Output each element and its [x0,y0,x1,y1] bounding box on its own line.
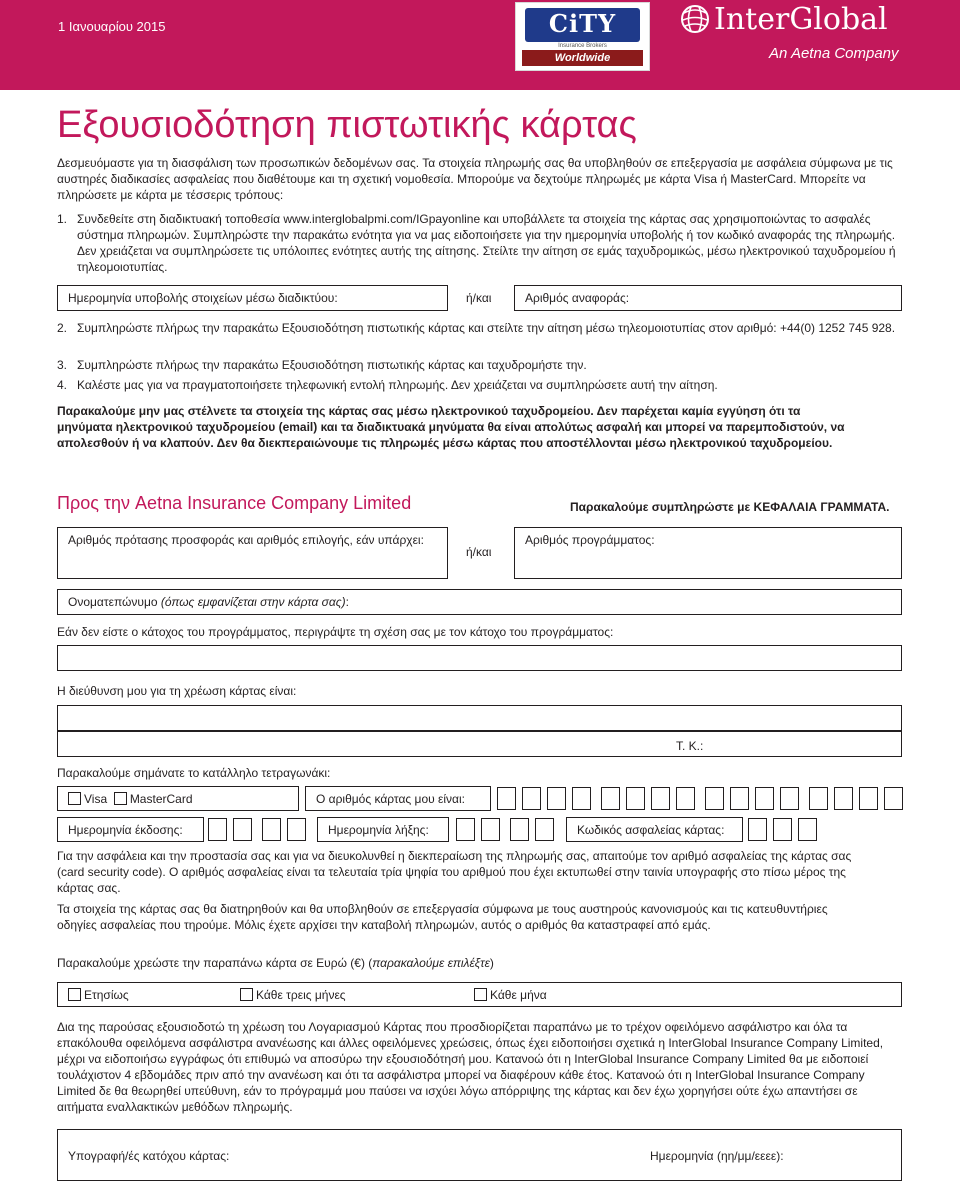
online-submission-date-label: Ημερομηνία υποβολής στοιχείων μέσω διαδικτύου: [68,291,338,305]
proposal-number-field[interactable] [57,527,448,579]
card-number-digit-cell[interactable] [780,787,799,810]
issue-date-digit-cell[interactable] [208,818,227,841]
card-type-field [57,786,299,811]
mastercard-label: MasterCard [129,792,193,806]
quarterly-label: Κάθε τρεις μήνες [256,988,346,1002]
expiry-date-digit-cell[interactable] [535,818,554,841]
document-date: 1 Ιανουαρίου 2015 [58,19,166,34]
card-number-digit-cell[interactable] [705,787,724,810]
header-bar [0,0,960,90]
annual-checkbox[interactable] [68,988,81,1001]
reference-number-label: Αριθμός αναφοράς: [525,291,630,305]
interglobal-logo [680,3,902,41]
security-code-digit-cell[interactable] [773,818,792,841]
issue-date-digit-cell[interactable] [287,818,306,841]
step-3-number: 3. [57,358,68,372]
monthly-option [474,987,547,1004]
card-number-digit-cell[interactable] [834,787,853,810]
step-1-number: 1. [57,212,68,226]
annual-option [68,987,129,1004]
tick-instruction: Παρακαλούμε σημάνατε το κατάλληλο τετραγωνάκι: [57,766,331,780]
city-insurance-logo [515,2,650,71]
step-1 [57,211,917,275]
signature-date-label: Ημερομηνία (ηη/μμ/εεεε): [650,1149,784,1163]
card-number-digit-cell[interactable] [676,787,695,810]
cardholder-name-hint: (όπως εμφανίζεται στην κάρτα σας) [160,595,346,609]
interglobal-name: InterGlobal [714,2,888,37]
card-number-digit-cell[interactable] [809,787,828,810]
quarterly-checkbox[interactable] [240,988,253,1001]
card-number-digit-cell[interactable] [601,787,620,810]
cardholder-name-field[interactable] [57,589,902,615]
card-number-digit-cell[interactable] [522,787,541,810]
recipient-heading: Προς την Aetna Insurance Company Limited [57,493,412,513]
billing-address-line-1[interactable] [57,705,902,731]
annual-label: Ετησίως [84,988,129,1002]
expiry-date-label: Ημερομηνία λήξης: [328,823,429,837]
city-logo-badge [525,8,640,42]
charge-frequency-field [57,982,902,1007]
security-code-digit-cell[interactable] [748,818,767,841]
step-4-text: Καλέστε μας για να πραγματοποιήσετε τηλεφωνική εντολή πληρωμής. Δεν χρειάζεται να συμπληρώσετε αυτή την αίτηση. [77,378,718,392]
security-code-explanation: Για την ασφάλεια και την προστασία σας και για να διευκολυνθεί η διεκπεραίωση της πληρωμής σας, απαιτούμε τον αριθμό ασφαλείας της κάρτας σας (card security code). Ο αριθμός ασφαλείας είναι τα τελευταία τρία ψηφία του αριθμού που έχει εκτυπωθεί στην ταινία υπογραφής στο πίσω μέρος της κάρτας σας. [57,849,852,895]
expiry-date-label-box [317,817,449,842]
step-3-text: Συμπληρώστε πλήρως την παρακάτω Εξουσιοδότηση πιστωτικής κάρτας και ταχυδρομήστε την. [77,358,587,372]
city-logo-word: CiTY [548,9,617,38]
relationship-field[interactable] [57,645,902,671]
cardholder-name-text: Ονοματεπώνυμο [68,595,158,609]
postcode-label: Τ. Κ.: [676,739,704,753]
cardholder-name-label [68,594,349,611]
card-number-digit-cell[interactable] [884,787,903,810]
authorization-text: Δια της παρούσας εξουσιοδοτώ τη χρέωση του Λογαριασμού Κάρτας που προσδιορίζεται παραπάνω με το τρέχον οφειλόμενο ασφάλιστρο και όλα τα επακόλουθα οφειλόμενα ασφάλιστρα ανανέωσης και άλλες οφειλόμενες χρεώσεις, όπως έχει ειδοποιήσει σχετικά η InterGlobal Insurance Company Limited, μέχρι να ειδοποιήσω εγγράφως ότι επιθυμώ να αποσύρω την εξουσιοδότησή μου. Κατανοώ ότι η InterGlobal Insurance Company Limited θα με ειδοποιεί τουλάχιστον 4 εβδομάδες πριν από την ανανέωση και ότι τα ασφάλιστρα μπορεί να διαφέρουν κάθε έτος. Κατανοώ ότι η InterGlobal Insurance Company Limited δε θα θεωρηθεί υπεύθυνη, εάν το πρόγραμμά μου παύσει να ισχύει λόγω απόρριψης της κάρτας και δεν έχω χορηγήσει ούτε έχω απαντήσει σε αιτήματα εναλλακτικών μεθόδων πληρωμής. [57,1020,884,1114]
quarterly-option [240,987,346,1004]
email-warning: Παρακαλούμε μην μας στέλνετε τα στοιχεία της κάρτας σας μέσω ηλεκτρονικού ταχυδρομείου. Δεν παρέχεται καμία εγγύηση ότι τα μηνύματα ηλεκτρονικού ταχυδρομείου (email) και τα διαδικτυακά μηνύματα θα είναι απολύτως ασφαλή και μπορεί να παρεμποδιστούν, να απολεσθούν ή να κλαπούν. Δεν θα διεκπεραιώνουμε τις πληρωμές μέσω κάρτας που αποστέλλονται μέσω ηλεκτρονικού ταχυδρομείου. [57,404,845,450]
visa-checkbox[interactable] [68,792,81,805]
step-2-text: Συμπληρώστε πλήρως την παρακάτω Εξουσιοδότηση πιστωτικής κάρτας και στείλτε την αίτηση μέσω τηλεομοιοτυπίας στον αριθμό: +44(0) 1252 745 928. [77,321,896,335]
security-code-digit-cell[interactable] [798,818,817,841]
card-number-digit-cell[interactable] [730,787,749,810]
monthly-checkbox[interactable] [474,988,487,1001]
step-1-text: Συνδεθείτε στη διαδικτυακή τοποθεσία www.interglobalpmi.com/IGpayonline και υποβάλλετε τα στοιχεία της κάρτας σας χρησιμοποιώντας το ασφαλές σύστημα πληρωμών. Συμπληρώστε την παρακάτω ενότητα για να μας ειδοποιήσετε για την ημερομηνία υποβολής ή τον κωδικό αναφοράς της πληρωμής. Δεν χρειάζεται να συμπληρώσετε τις υπόλοιπες ενότητες αυτής της αίτησης. Στείλτε την αίτηση σε εμάς ταχυδρομικώς, μέσω ηλεκτρονικού ταχυδρομείου ή τηλεομοιοτυπίας. [77,212,896,274]
billing-address-line-2[interactable] [57,731,902,757]
card-number-digit-cell[interactable] [626,787,645,810]
issue-date-label-box [57,817,204,842]
online-submission-date-field[interactable] [57,285,448,311]
cardholder-name-colon: : [345,595,349,609]
proposal-number-label: Αριθμός πρότασης προσφοράς και αριθμός επιλογής, εάν υπάρχει: [68,533,424,547]
relationship-label: Εάν δεν είστε ο κάτοχος του προγράμματος, περιγράψτε τη σχέση σας με τον κάτοχο του προγράμματος: [57,625,614,639]
program-number-field[interactable] [514,527,902,579]
card-number-digit-cell[interactable] [859,787,878,810]
billing-address-label: Η διεύθυνση μου για τη χρέωση κάρτας είναι: [57,684,297,698]
card-type-options [68,791,193,808]
charge-hint: παρακαλούμε επιλέξτε [372,956,490,970]
security-code-label-box [566,817,743,842]
step-4 [57,377,917,393]
expiry-date-digit-cell[interactable] [481,818,500,841]
card-number-digit-cell[interactable] [572,787,591,810]
intro-paragraph: Δεσμευόμαστε για τη διασφάλιση των προσωπικών δεδομένων σας. Τα στοιχεία πληρωμής σας θα υποβληθούν σε επεξεργασία με ασφάλεια σύμφωνα με τις αυστηρές διαδικασίες ασφαλείας που διαθέτουμε και τη σχετική νομοθεσία. Μπορούμε να δεχτούμε πληρωμές με κάρτα Visa ή MasterCard. Μπορείτε να πληρώσετε με κάρτα με τέσσερις τρόπους: [57,156,893,202]
capitals-note: Παρακαλούμε συμπληρώστε με ΚΕΦΑΛΑΙΑ ΓΡΑΜΜΑΤΑ. [570,500,890,514]
interglobal-tagline: An Aetna Company [769,45,899,62]
card-number-digit-cell[interactable] [497,787,516,810]
card-number-digit-cell[interactable] [755,787,774,810]
security-code-label: Κωδικός ασφαλείας κάρτας: [577,823,725,837]
signature-label: Υπογραφή/ές κατόχου κάρτας: [68,1149,230,1163]
issue-date-digit-cell[interactable] [262,818,281,841]
card-number-label-box [305,786,491,811]
issue-date-digit-cell[interactable] [233,818,252,841]
step-4-number: 4. [57,378,68,392]
reference-number-field[interactable] [514,285,902,311]
page-title: Εξουσιοδότηση πιστωτικής κάρτας [57,104,637,146]
data-storage-notice: Τα στοιχεία της κάρτας σας θα διατηρηθούν και θα υποβληθούν σε επεξεργασία σύμφωνα με τους αυστηρούς κανονισμούς και τις κατευθυντήριες οδηγίες ασφαλείας που τηρούμε. Μόλις έχετε αρχίσει την καταβολή πληρωμών, αυτός ο αριθμός θα καταστραφεί από εμάς. [57,902,828,932]
step-2-number: 2. [57,321,68,335]
card-number-digit-cell[interactable] [651,787,670,810]
step-3 [57,357,917,373]
charge-close: ) [489,956,494,970]
monthly-label: Κάθε μήνα [490,988,547,1002]
charge-frequency-instruction [57,955,494,971]
mastercard-checkbox[interactable] [114,792,127,805]
card-number-digit-cell[interactable] [547,787,566,810]
form-and-or-label: ή/και [466,545,492,559]
signature-field[interactable] [57,1129,902,1181]
expiry-date-digit-cell[interactable] [456,818,475,841]
card-number-label: Ο αριθμός κάρτας μου είναι: [316,792,465,806]
expiry-date-digit-cell[interactable] [510,818,529,841]
globe-icon [680,4,710,34]
visa-label: Visa [84,792,108,806]
program-number-label: Αριθμός προγράμματος: [525,533,655,547]
step-2 [57,320,917,336]
city-logo-subtitle: Insurance Brokers [558,43,607,49]
and-or-label: ή/και [466,291,492,305]
charge-label: Παρακαλούμε χρεώστε την παραπάνω κάρτα σε Ευρώ (€) ( [57,956,373,970]
city-logo-worldwide: Worldwide [522,50,643,66]
issue-date-label: Ημερομηνία έκδοσης: [68,823,183,837]
